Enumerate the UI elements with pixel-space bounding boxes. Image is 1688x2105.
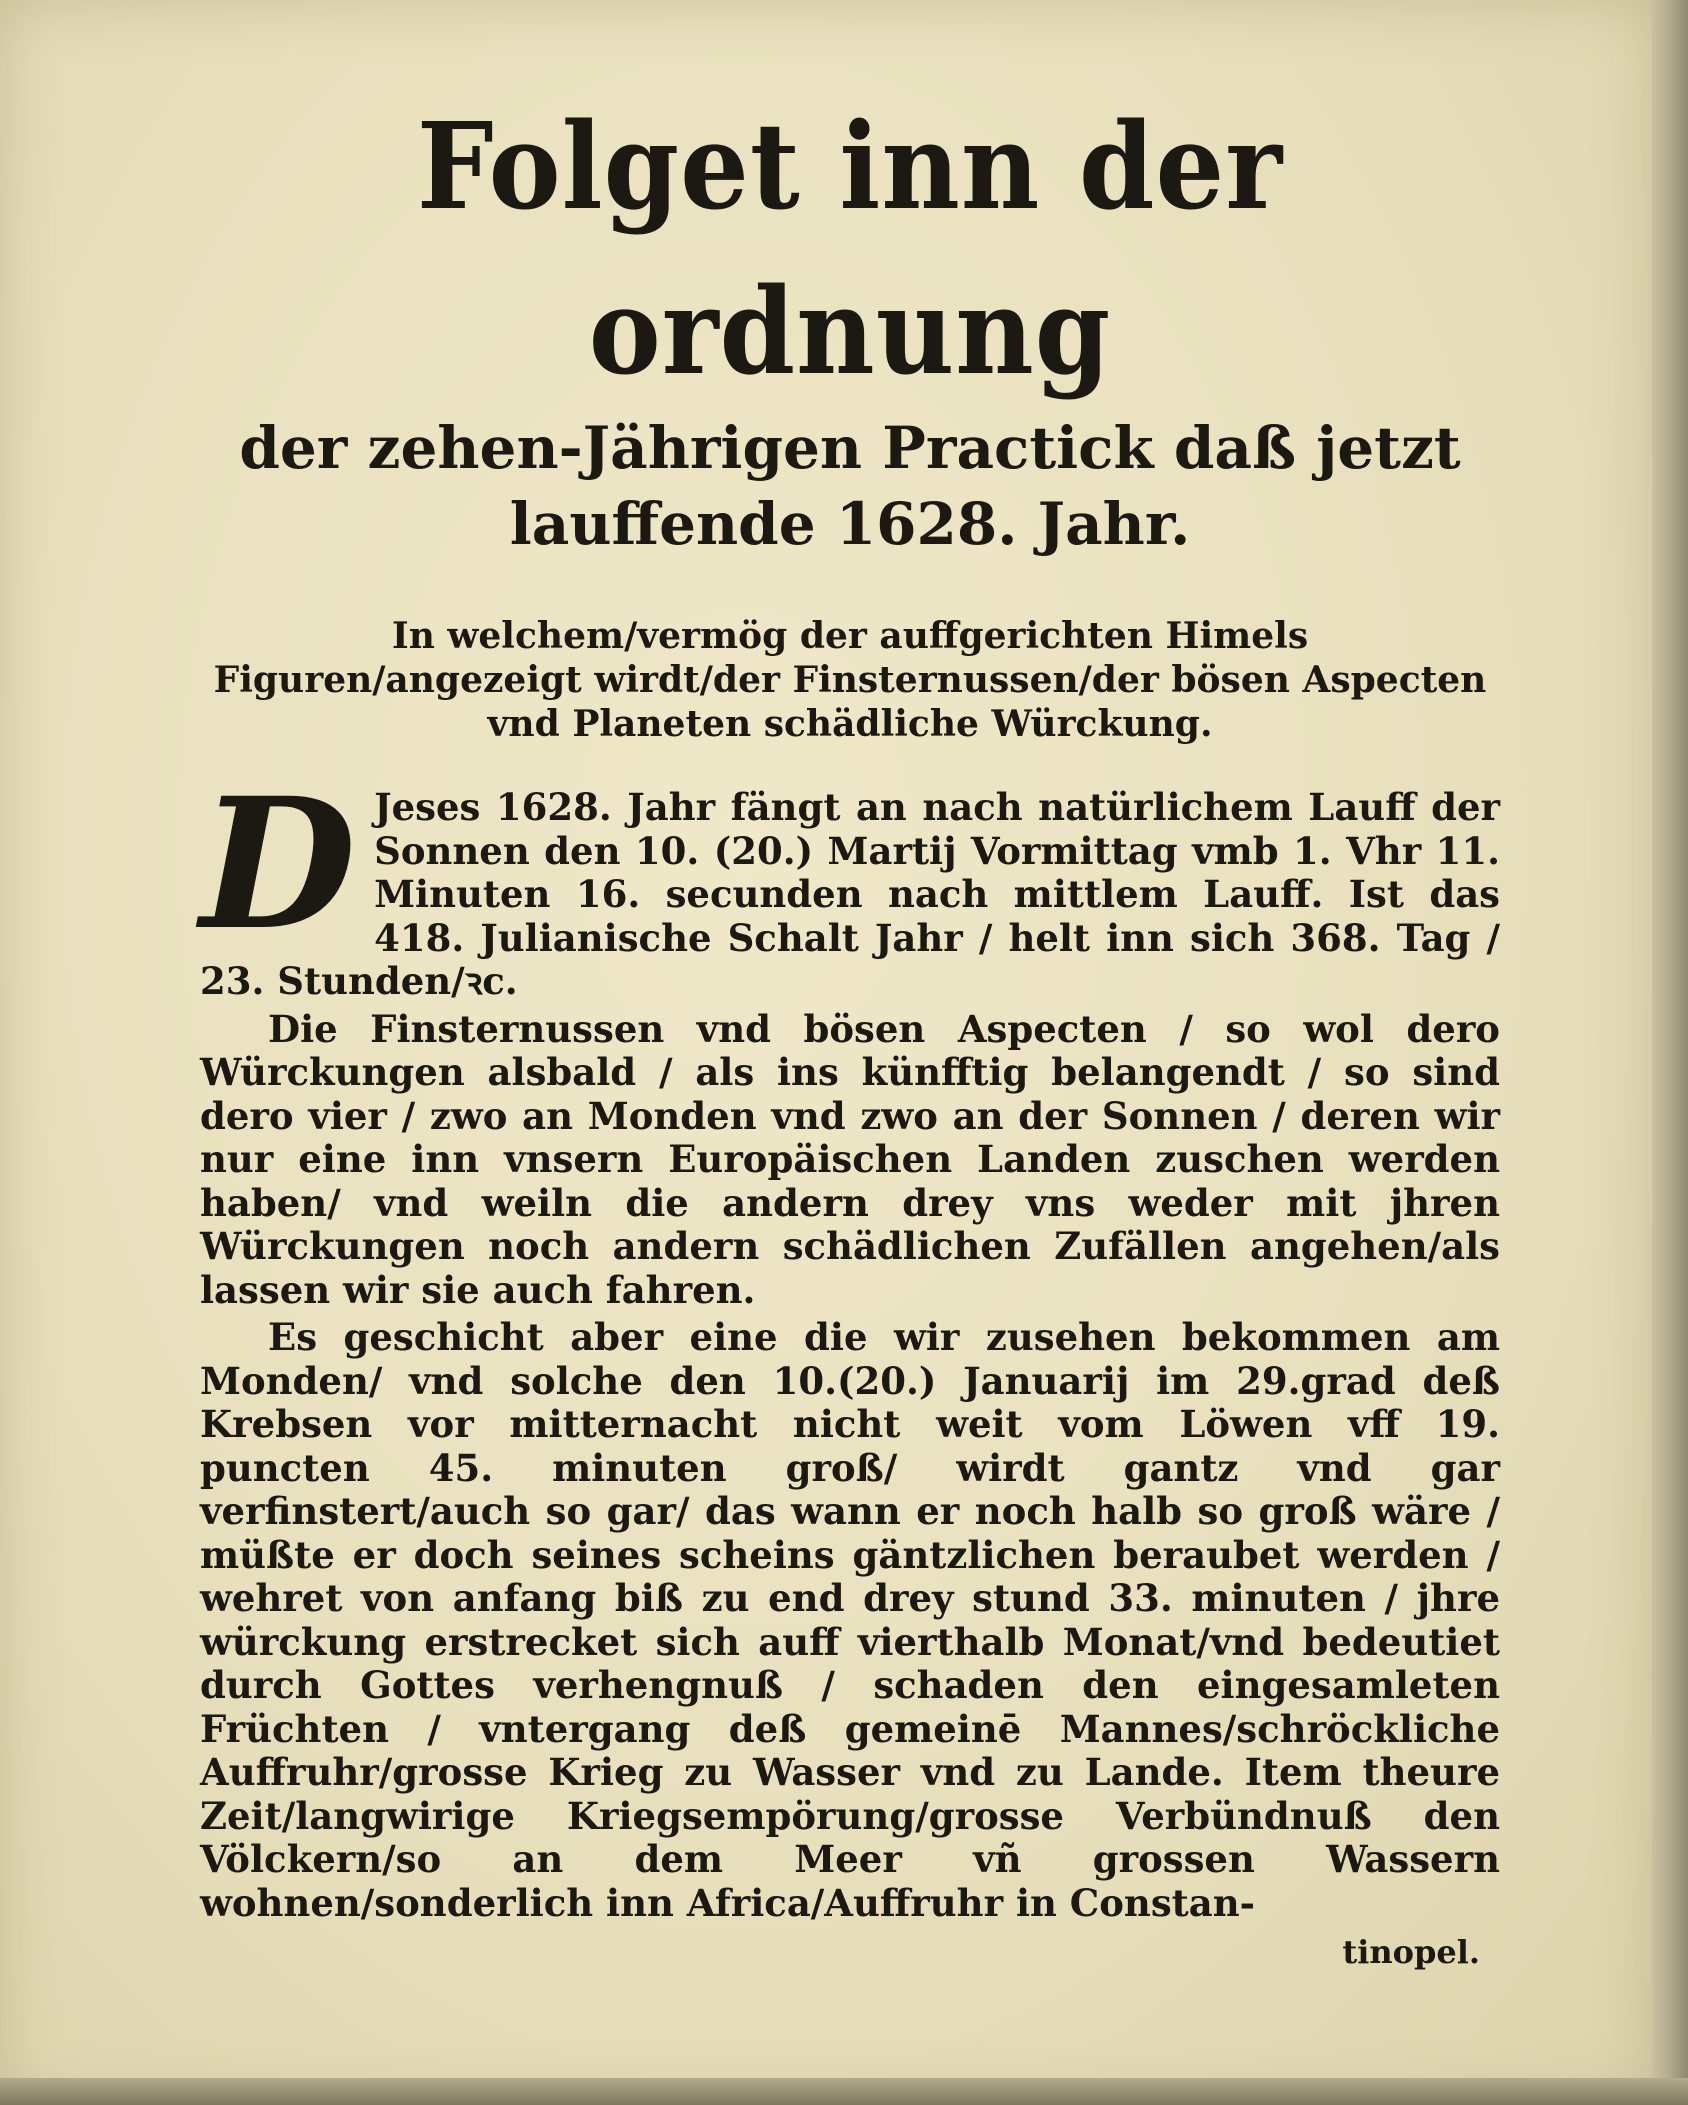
page-title: Folget inn der ordnung [416, 98, 1284, 402]
chapter-summary: In welchem/vermög der auffgerichten Himels Figuren/angezeigt wirdt/der Finsternussen/der bösen Aspecten vnd Planeten schädliche Würckung. [213, 615, 1487, 745]
page-content [200, 100, 1500, 1975]
body-text [200, 759, 1500, 1975]
page-subtitle: der zehen-Jährigen Practick daß jetzt lauffende 1628. Jahr. [239, 414, 1461, 558]
page-edge [1652, 0, 1688, 2105]
drop-cap: D [200, 759, 357, 970]
paragraph-1 [200, 759, 1500, 1004]
catchword: tinopel. [1342, 1933, 1480, 1971]
paragraph-3: Es geschicht aber eine die wir zusehen bekommen am Monden/ vnd solche den 10.(20.) Januarij im 29.grad deß Krebsen vor mitternacht nicht weit vom Löwen vff 19. puncten 45. minuten groß/ wirdt gantz vnd gar verfinstert/auch so gar/ das wann er noch halb so groß wäre / müßte er doch seines scheins gäntzlichen beraubet werden / wehret von anfang biß zu end drey stund 33. minuten / jhre würckung erstrecket sich auff vierthalb Monat/vnd bedeutiet durch Gottes verhengnuß / schaden den eingesamleten Früchten / vntergang deß gemeinē Mannes/schröckliche Auffruhr/grosse Krieg zu Wasser vnd zu Lande. Item theure Zeit/langwirige Kriegsempörung/grosse Verbündnuß den Völckern/so an dem Meer vñ grossen Wassern wohnen/sonderlich inn Africa/Auffruhr in Constan- [200, 1315, 1500, 1925]
paragraph-2: Die Finsternussen vnd bösen Aspecten / so wol dero Würckungen alsbald / als ins künfftig belangendt / so sind dero vier / zwo an Monden vnd zwo an der Sonnen / deren wir nur eine inn vnsern Europäischen Landen zuschen werden haben/ vnd weiln die andern drey vns weder mit jhren Würckungen noch andern schädlichen Zufällen angehen/als lassen wir sie auch fahren. [200, 1006, 1500, 1312]
paragraph-1-text: Jeses 1628. Jahr fängt an nach natürlichem Lauff der Sonnen den 10. (20.) Martij Vormittag vmb 1. Vhr 11. Minuten 16. secunden nach mittlem Lauff. Ist das 418. Julianische Schalt Jahr / helt inn sich 368. Tag / 23. Stunden/ꝛc. [200, 785, 1500, 1003]
bottom-edge [0, 2078, 1688, 2105]
